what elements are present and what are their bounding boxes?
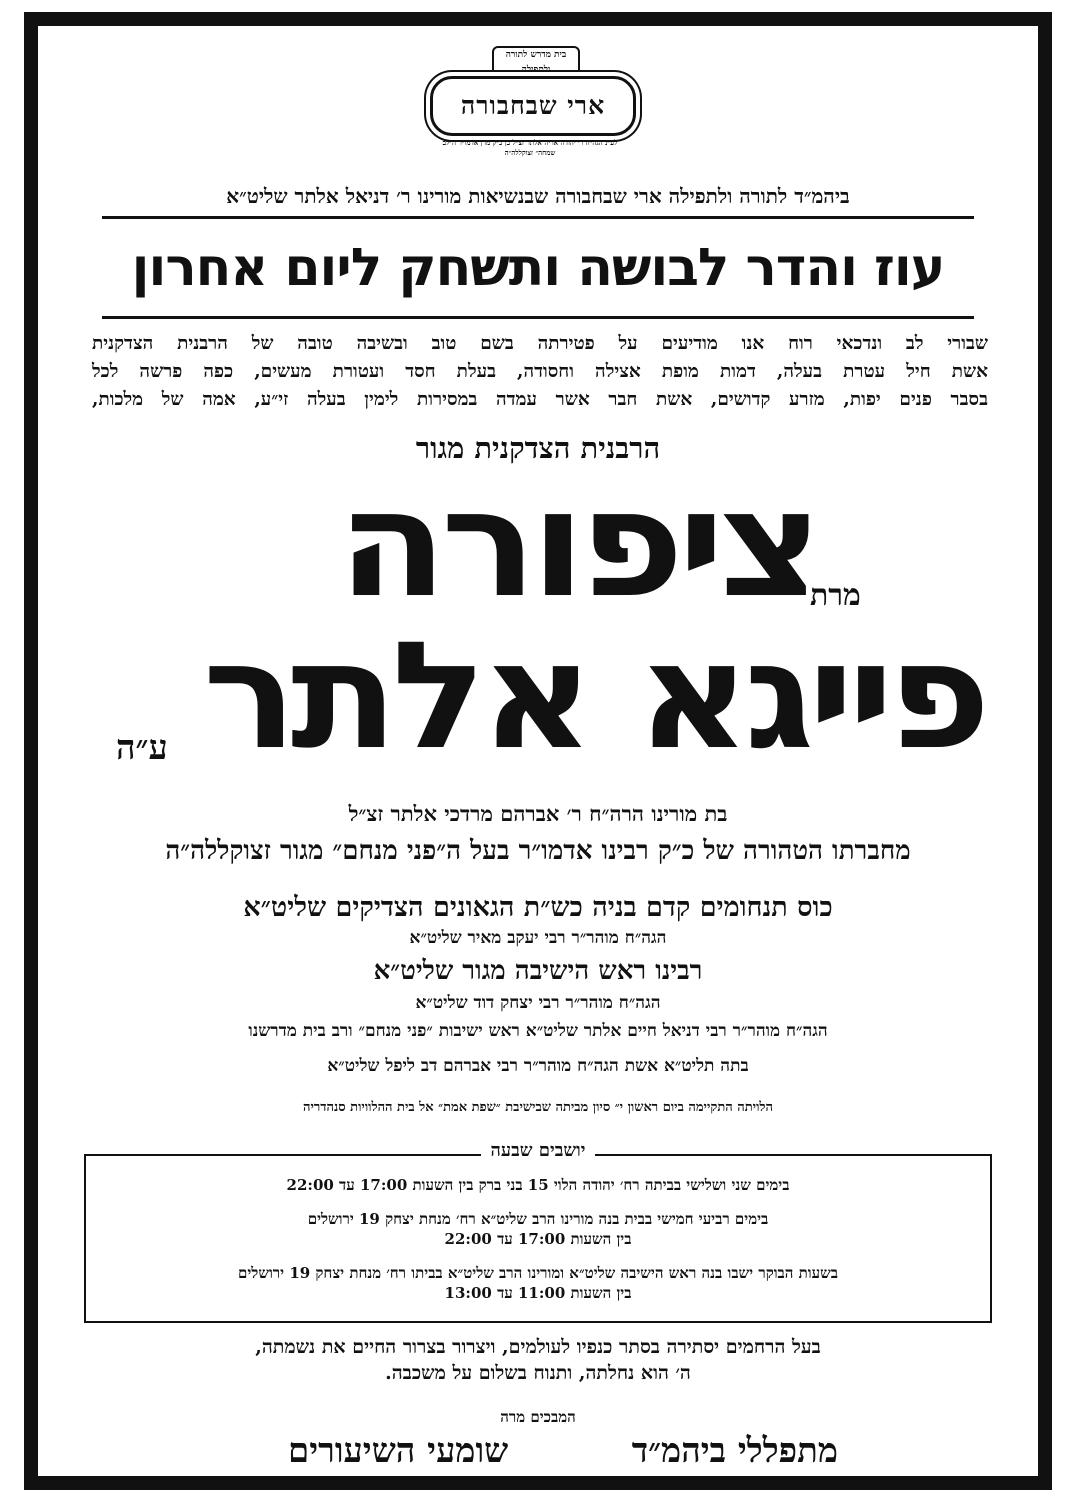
- consolations-line: כוס תנחומים קדם בניה כש״ת הגאונים הצדיקים שליט״א: [243, 892, 833, 923]
- notice-frame: [24, 12, 1052, 1490]
- signatory: שומעי השיעורים: [288, 1431, 509, 1471]
- shiva-box: [84, 1140, 992, 1323]
- name-suffix: ע״ה: [116, 728, 168, 768]
- logo-sub-text: לע״נ הגה״ח ר׳ יהודה אריה אלתר זצ״ל בן כ״ק מרן אדמו״ר ה״לב שמחה״ זצוקללה״ה: [442, 138, 618, 157]
- rabbi-line: הגה״ח מוהר״ר רבי דניאל חיים אלתר שליט״א ראש ישיבות ״פני מנחם״ ורב בית מדרשנו: [248, 1021, 828, 1041]
- logo: [422, 46, 642, 176]
- shiva-line: בין השעות 17:00 עד 22:00: [444, 1230, 632, 1248]
- blessing-line: ה׳ הוא נחלתה, ותנוח בשלום על משכבה.: [385, 1362, 691, 1384]
- blessing-line: בעל הרחמים יסתירה בסתר כנפיו לעולמים, ויצרור בצרור החיים את נשמתה,: [255, 1336, 821, 1358]
- shiva-line: בין השעות 11:00 עד 13:00: [444, 1284, 632, 1302]
- daughter-of: בת מורינו הרה״ח ר׳ אברהם מרדכי אלתר זצ״ל: [348, 801, 728, 826]
- paragraph-line: שבורי לב ונדכאי רוח אנו מודיעים על פטירתה בשם טוב ובשיבה טובה של הרבנית הצדקנית: [92, 333, 988, 354]
- mourners-label: המבכים מרה: [500, 1408, 576, 1426]
- header-line: ביהמ״ד לתורה ולתפילה ארי שבחבורה שבנשיאות מורינו ר׳ דניאל אלתר שליט״א: [226, 184, 850, 208]
- headline-rule: [102, 316, 974, 319]
- paragraph-line: אשת חיל עטרת בעלה, דמות מופת אצילה וחסודה, בעלת חסד ועטורת מעשים, כפה פרשה לכל: [92, 361, 988, 382]
- blessing: [38, 1334, 1038, 1386]
- rabbanit-title: הרבנית הצדקנית מגור: [415, 431, 661, 465]
- shiva-title: יושבים שבעה: [481, 1140, 596, 1161]
- rabbi-line: בתה תליט״א אשת הגה״ח מוהר״ר רבי אברהם דב ליפל שליט״א: [327, 1056, 749, 1076]
- author-of: מחברתו הטהורה של כ״ק רבינו אדמו״ר בעל ה״פני מנחם״ מגור זצוקללה״ה: [165, 836, 911, 866]
- deceased-first-name: ציפורה: [337, 458, 816, 630]
- logo-top-text: בית מדרש לתורה ולתפילה: [492, 46, 580, 86]
- rabbi-line: רבינו ראש הישיבה מגור שליט״א: [373, 956, 703, 986]
- paragraph-line: בסבר פנים יפות, מזרע קדושים, אשת חבר אשר עמדה במסירות לימין בעלה זי״ע, אמה של מלכות,: [92, 389, 988, 410]
- logo-main-text: ארי שבחבורה: [460, 91, 606, 120]
- signatory: מתפללי ביהמ״ד: [631, 1431, 838, 1471]
- opening-paragraph: [92, 330, 988, 414]
- headline: עוז והדר לבושה ותשחק ליום אחרון: [131, 238, 945, 298]
- deceased-second-name: פייגא אלתר: [202, 610, 984, 782]
- rabbi-line: הגה״ח מוהר״ר רבי יצחק דוד שליט״א: [415, 993, 661, 1013]
- funeral-info: הלויתה התקיימה ביום ראשון י״ סיון מביתה שבישיבת ״שפת אמת״ אל בית ההלוויות סנהדריה: [303, 1100, 773, 1115]
- logo-main-badge: [430, 76, 636, 136]
- rabbi-line: הגה״ח מוהר״ר רבי יעקב מאיר שליט״א: [409, 928, 667, 948]
- name-title: מרת: [810, 578, 861, 613]
- shiva-line: בימים רביעי חמישי בבית בנה מורינו הרב שליט״א רח׳ מנחת יצחק 19 ירושלים: [307, 1210, 769, 1228]
- top-rule: [102, 216, 974, 219]
- shiva-line: בשעות הבוקר ישבו בנה ראש הישיבה שליט״א ומורינו הרב שליט״א בביתו רח׳ מנחת יצחק 19 ירושלים: [238, 1264, 838, 1282]
- shiva-line: בימים שני ושלישי בביתה רח׳ יהודה הלוי 15 בני ברק בין השעות 17:00 עד 22:00: [286, 1176, 790, 1194]
